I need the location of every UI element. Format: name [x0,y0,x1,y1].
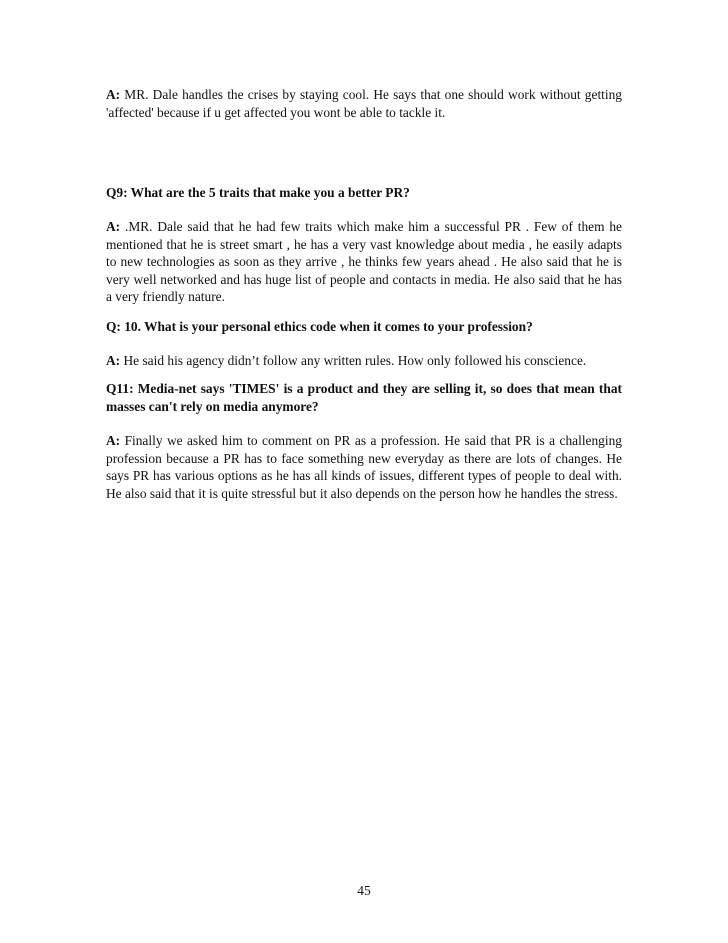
answer-paragraph [106,432,622,502]
answer-text: He said his agency didn’t follow any written rules. How only followed his conscience. [120,353,587,368]
answer-text: .MR. Dale said that he had few traits which make him a successful PR . Few of them he mentioned that he is street smart , he has a very vast knowledge about media , he easily adapts to new technologies as soon as they arrive , he thinks few years ahead . He also said that he is very well networked and has huge list of people and contacts in media. He also said that he has a very friendly nature. [106,219,622,305]
page-number: 45 [357,883,371,898]
answer-paragraph [106,218,622,306]
answer-paragraph [106,352,622,370]
answer-label: A: [106,353,121,368]
answer-text: MR. Dale handles the crises by staying cool. He says that one should work without getting 'affected' because if u get affected you wont be able to tackle it. [106,87,622,120]
answer-label: A: [106,87,121,102]
question-heading: Q: 10. What is your personal ethics code when it comes to your profession? [106,319,533,334]
answer-label: A: [106,433,121,448]
question-heading: Q9: What are the 5 traits that make you a better PR? [106,185,410,200]
answer-label: A: [106,219,121,234]
question-heading: Q11: Media-net says 'TIMES' is a product and they are selling it, so does that mean that masses can't rely on media anymore? [106,381,622,414]
answer-text: Finally we asked him to comment on PR as a profession. He said that PR is a challenging profession because a PR has to face something new everyday as there are lots of changes. He says PR has various options as he has all kinds of issues, different types of people to deal with. He also said that it is quite stressful but it also depends on the person how he handles the stress. [106,433,622,501]
answer-paragraph [106,86,622,121]
